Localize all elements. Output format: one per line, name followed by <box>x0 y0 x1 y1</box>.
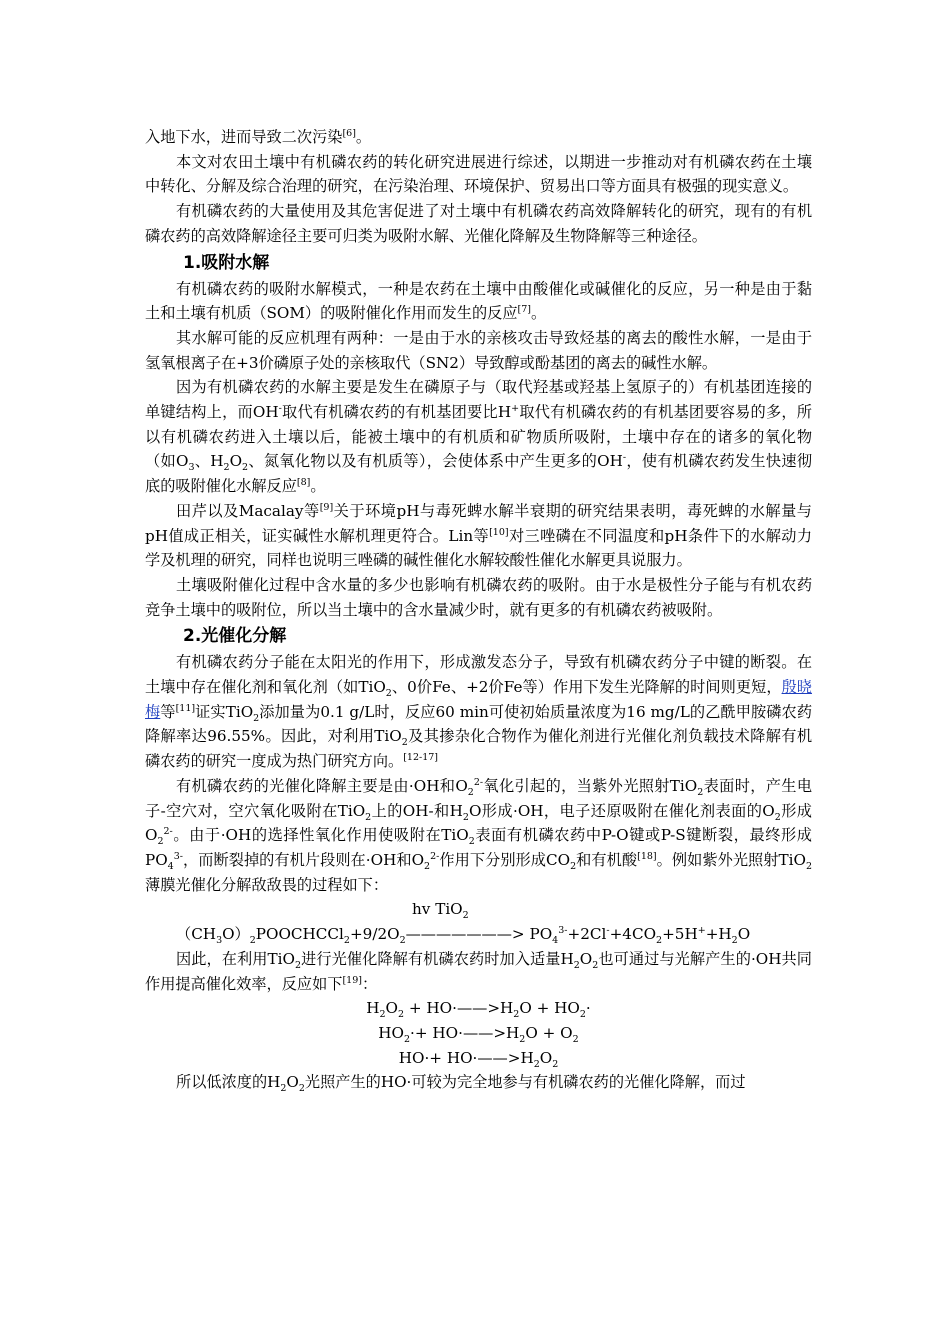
text: 形成O <box>145 801 812 845</box>
equation-condition <box>145 897 812 922</box>
citation: [18] <box>637 850 657 862</box>
superscript: 3- <box>558 925 568 937</box>
text: 。由于·OH的选择性氧化作用使吸附在TiO <box>172 826 469 845</box>
section-2-paragraph-4 <box>145 1070 812 1095</box>
text: 。 <box>355 128 372 146</box>
intro-paragraph-2: 有机磷农药的大量使用及其危害促进了对土壤中有机磷农药高效降解转化的研究，现有的有机磷农药的高效降解途径主要可归类为吸附水解、光催化降解及生物降解等三种途径。 <box>145 202 812 245</box>
text: 氧化引起的，当紫外光照射TiO <box>483 776 698 795</box>
citation: [11] <box>175 702 196 714</box>
text: HO <box>378 1023 404 1042</box>
subscript: 2 <box>343 935 350 947</box>
text: O <box>579 949 593 968</box>
text: 取代有机磷农药的有机基团要比H <box>281 403 512 422</box>
text: 也可通过与光解产生的·OH共同作用提高催化效率，反应如下 <box>145 949 812 993</box>
text: POOCHCCl <box>255 925 344 944</box>
subscript: 2 <box>398 1009 405 1021</box>
text: 因此，在利用TiO <box>176 949 295 968</box>
text: 田芹以及Macalay等 <box>176 501 320 520</box>
text: ，而断裂掉的有机片段则在·OH和O <box>182 850 425 869</box>
text: hv TiO <box>412 900 463 919</box>
subscript: 2 <box>572 1033 579 1045</box>
text: 及其掺杂化合物作为催化剂进行光催化剂负载技术降解有机磷农药的研究一度成为热门研究方向。 <box>145 727 812 771</box>
subscript: 3 <box>216 935 223 947</box>
text: O + O <box>525 1023 573 1042</box>
superscript: - <box>278 402 282 414</box>
text: · <box>585 999 591 1018</box>
text: 作用下分别形成CO <box>439 850 571 869</box>
text: HO·+ HO·——>H <box>398 1048 534 1067</box>
text: 表面时，产生电子-空穴对，空穴氧化吸附在TiO <box>145 776 813 820</box>
equation-dichlorvos <box>145 922 812 947</box>
intro-paragraph-1: 本文对农田土壤中有机磷农药的转化研究进展进行综述，以期进一步推动对有机磷农药在土壤中转化、分解及综合治理的研究，在污染治理、环境保护、贸易出口等方面具有极强的现实意义。 <box>145 152 812 196</box>
text: 证实TiO <box>195 702 254 721</box>
text: + HO·——>H <box>404 999 514 1018</box>
section-1-paragraph-3 <box>145 375 812 499</box>
text: 。 <box>531 304 547 323</box>
citation: [19] <box>342 974 362 986</box>
subscript: 2 <box>462 811 469 823</box>
text: +4CO <box>609 925 657 944</box>
subscript: 2 <box>365 811 372 823</box>
subscript: 2 <box>467 786 474 798</box>
reaction-1 <box>145 996 812 1021</box>
subscript: 2 <box>157 836 164 848</box>
superscript: 2- <box>163 826 173 838</box>
subscript: 4 <box>552 935 559 947</box>
text: O） <box>222 925 250 944</box>
text: 对三唑磷在不同温度和pH条件下的水解动力学及机理的研究，同样也说明三唑磷的碱性催化水解较酸性催化水解更具说服力。 <box>145 526 813 570</box>
subscript: 2 <box>697 786 704 798</box>
text: 和有机酸 <box>576 850 638 869</box>
subscript: 2 <box>774 811 781 823</box>
subscript: 2 <box>280 1083 287 1095</box>
text: 关于环境pH与毒死蜱水解半衰期的研究结果表明，毒死蜱的水解量与pH值成正相关，证实碱性水解机理更符合。Lin等 <box>145 501 812 545</box>
text: O <box>737 925 751 944</box>
intro-paragraph-0 <box>145 125 812 150</box>
text: 进行光催化降解有机磷农药时加入适量H <box>301 949 574 968</box>
author-link[interactable]: 殷晓梅 <box>145 678 812 721</box>
text: 取代有机磷农药的有机基团要容易的多，所以有机磷农药进入土壤以后，能被土壤中的有机质和矿物质所吸附，土壤中存在的诸多的氧化物（如O <box>145 403 812 471</box>
text: 有机磷农药的吸附水解模式，一种是农药在土壤中由酸催化或碱催化的反应，另一种是由于黏土和土壤有机质（SOM）的吸附催化作用而发生的反应 <box>145 279 812 323</box>
subscript: 2 <box>656 935 663 947</box>
subscript: 2 <box>805 861 812 873</box>
subscript: 2 <box>298 1083 305 1095</box>
reaction-3 <box>145 1046 812 1071</box>
section-2-paragraph-3 <box>145 947 812 996</box>
section-2-heading: 2.光催化分解 <box>183 626 287 647</box>
text: ： <box>361 974 378 993</box>
subscript: 2 <box>573 959 580 971</box>
text: 、H <box>194 452 224 471</box>
citation: [10] <box>489 526 509 538</box>
text: 光照产生的HO·可较为完全地参与有机磷农药的光催化降解，而过 <box>304 1073 746 1092</box>
subscript: 2 <box>513 1009 520 1021</box>
text: ，使有机磷农药发生快速彻底的吸附催化水解反应 <box>145 452 813 496</box>
text: 。例如紫外光照射TiO <box>656 850 806 869</box>
document-page <box>145 125 812 1095</box>
section-1-paragraph-1 <box>145 277 812 326</box>
section-1-paragraph-2: 其水解可能的反应机理有两种：一是由于水的亲核攻击导致烃基的离去的酸性水解，一是由于氢氧根离子在+3价磷原子处的亲核取代（SN2）导致醇或酚基团的离去的碱性水解。 <box>145 328 812 372</box>
subscript: 2 <box>295 959 302 971</box>
citation: [9] <box>319 501 334 513</box>
text: +5H <box>662 925 698 944</box>
text: 添加量为0.1 g/L时，反应60 min可使初始质量浓度为16 mg/L的乙酰甲胺磷农药降解率达96.55%。因此，对利用TiO <box>145 702 813 746</box>
subscript: 2 <box>424 861 431 873</box>
text: +2Cl <box>567 925 607 944</box>
text: 、0价Fe、+2价Fe等）作用下发生光降解的时间则更短， <box>391 678 782 697</box>
text: （CH <box>176 925 217 944</box>
subscript: 2 <box>533 1058 540 1070</box>
subscript: 2 <box>379 1009 386 1021</box>
subscript: 2 <box>223 462 230 474</box>
citation: [12-17] <box>403 752 438 764</box>
text: H <box>366 999 380 1018</box>
superscript: + <box>511 402 520 414</box>
subscript: 2 <box>242 462 249 474</box>
text: O <box>229 452 243 471</box>
subscript: 2 <box>404 1033 411 1045</box>
superscript: + <box>697 925 706 937</box>
text: O + HO <box>519 999 580 1018</box>
section-1-paragraph-5: 土壤吸附催化过程中含水量的多少也影响有机磷农药的吸附。由于水是极性分子能与有机农药竞争土壤中的吸附位，所以当土壤中的含水量减少时，就有更多的有机磷农药被吸附。 <box>145 575 812 619</box>
subscript: 2 <box>253 712 260 724</box>
superscript: 3- <box>173 850 183 862</box>
text: 入地下水，进而导致二次污染 <box>145 128 343 146</box>
text: O <box>385 999 398 1018</box>
text: 、氮氧化物以及有机质等），会使体系中产生更多的OH <box>248 452 623 471</box>
subscript: 2 <box>519 1033 526 1045</box>
subscript: 2 <box>249 935 256 947</box>
text: O形成·OH，电子还原吸附在催化剂表面的O <box>468 801 775 820</box>
text: ———————> PO <box>405 925 553 944</box>
text: O <box>539 1048 553 1067</box>
subscript: 2 <box>401 737 408 749</box>
subscript: 3 <box>188 462 195 474</box>
subscript: 2 <box>570 861 577 873</box>
section-2-paragraph-2 <box>145 774 812 898</box>
text: 所以低浓度的H <box>176 1073 281 1092</box>
text: 表面有机磷农药中P-O键或P-S键断裂，最终形成PO <box>145 826 812 869</box>
citation: [8] <box>296 477 311 489</box>
text: 有机磷农药的光催化降解主要是由·OH和O <box>176 776 468 795</box>
subscript: 2 <box>385 688 392 700</box>
citation: [6] <box>342 127 356 139</box>
text: 薄膜光催化分解敌敌畏的过程如下： <box>145 875 388 894</box>
text: 有机磷农药分子能在太阳光的作用下，形成激发态分子，导致有机磷农药分子中键的断裂。在土壤中存在催化剂和氧化剂（如TiO <box>145 653 812 697</box>
text: ·+ HO·——>H <box>410 1023 520 1042</box>
superscript: - <box>622 452 627 464</box>
subscript: 2 <box>731 935 738 947</box>
subscript: 4 <box>167 861 174 873</box>
text: O <box>286 1073 299 1092</box>
section-2-paragraph-1 <box>145 650 812 774</box>
reaction-2 <box>145 1021 812 1046</box>
subscript: 2 <box>592 959 599 971</box>
section-1-paragraph-4 <box>145 499 812 573</box>
subscript: 2 <box>579 1009 586 1021</box>
text: 。 <box>310 477 326 496</box>
text: 因为有机磷农药的水解主要是发生在磷原子与（取代羟基或羟基上氢原子的）有机基团连接的单键结构上，而OH <box>145 378 812 422</box>
subscript: 2 <box>462 910 469 922</box>
text: +H <box>705 925 732 944</box>
text: +9/2O <box>349 925 400 944</box>
section-1-heading: 1.吸附水解 <box>183 252 270 273</box>
citation: [7] <box>517 304 532 316</box>
subscript: 2 <box>399 935 406 947</box>
text: 等 <box>160 702 176 721</box>
superscript: 2- <box>430 850 440 862</box>
superscript: - <box>606 925 610 937</box>
subscript: 2 <box>552 1058 559 1070</box>
text: 上的OH-和H <box>371 801 463 820</box>
superscript: 2- <box>473 776 484 788</box>
subscript: 2 <box>468 836 475 848</box>
